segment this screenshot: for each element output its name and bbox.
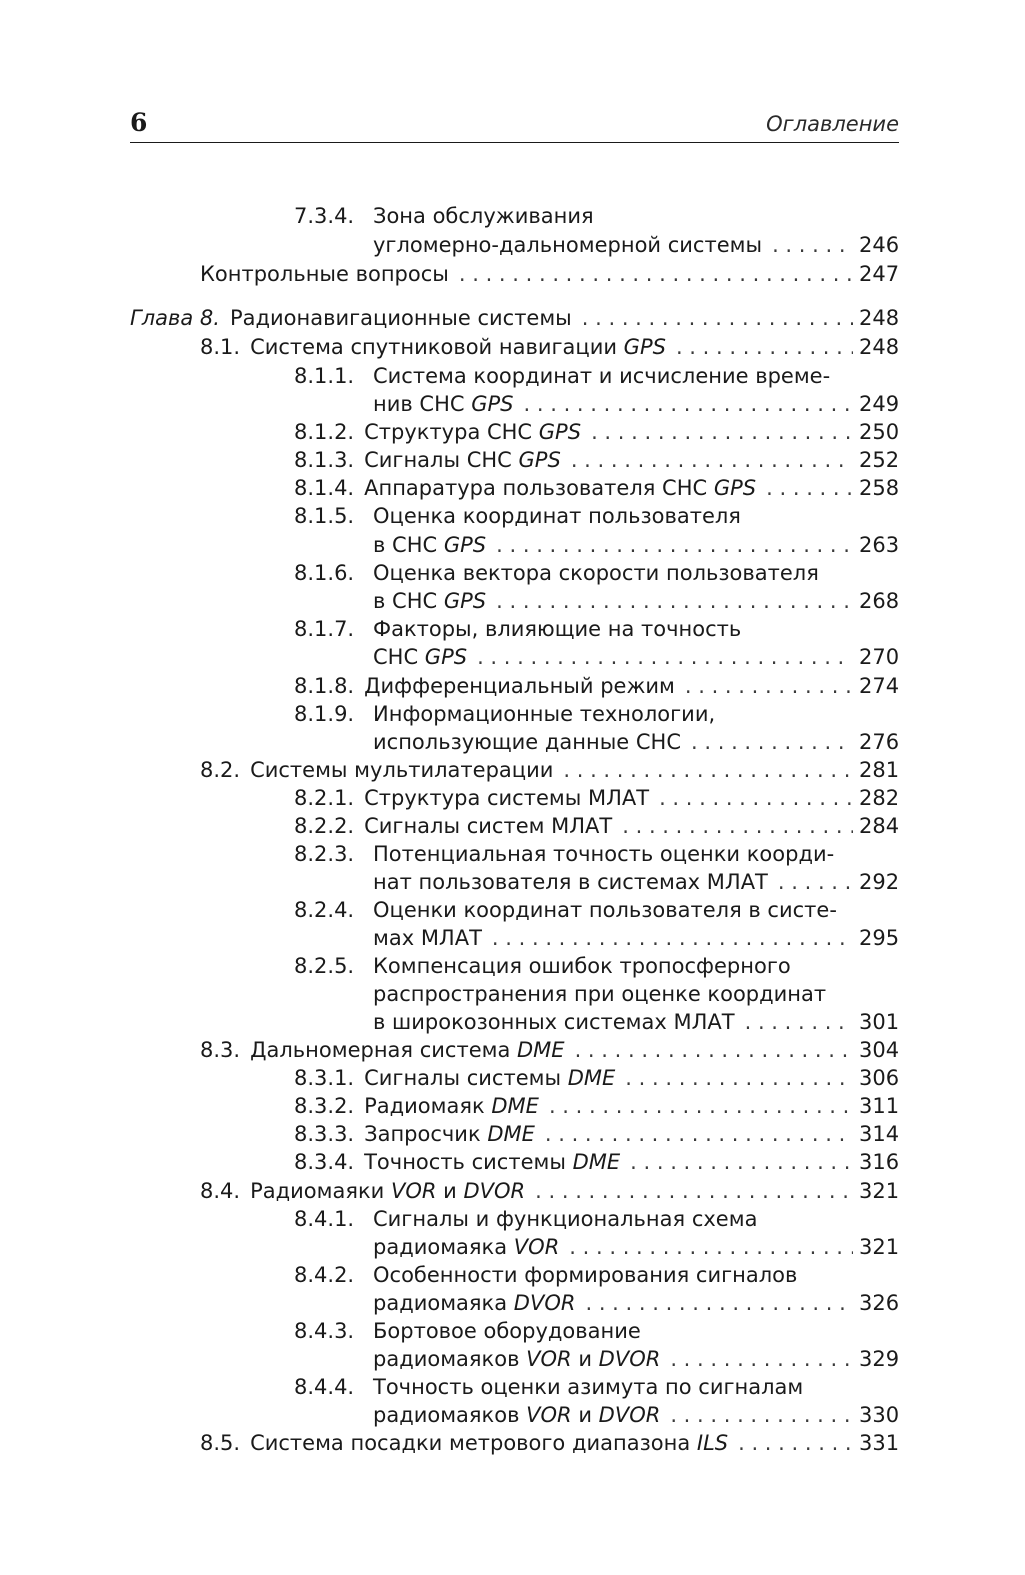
toc-entry-title: радиомаяков VOR и DVOR: [373, 1403, 661, 1427]
toc-entry-continued: [294, 502, 899, 530]
toc-entry-continued: [373, 980, 899, 1008]
toc-entry-page: 276: [859, 730, 900, 754]
toc-entry-number: 8.1.1.: [294, 364, 355, 388]
toc-entry-page: 314: [859, 1122, 900, 1146]
toc-entry: [294, 812, 899, 840]
toc-entry-title: Компенсация ошибок тропосферного: [373, 954, 791, 978]
toc-entry-number: 8.4.: [200, 1179, 241, 1203]
toc-entry: [294, 1148, 899, 1176]
toc-entry-title: Структура СНС GPS: [364, 420, 582, 444]
toc-entry-title: Аппаратура пользователя СНС GPS: [364, 476, 757, 500]
dot-leader: [625, 1064, 853, 1092]
toc-entry-page: 274: [859, 674, 900, 698]
toc-entry-number: 8.3.1.: [294, 1066, 355, 1090]
toc-entry: [294, 418, 899, 446]
toc-entry-number: 8.4.4.: [294, 1375, 355, 1399]
toc-entry-page: 258: [859, 476, 900, 500]
toc-entry-title: Радионавигационные системы: [229, 306, 572, 330]
toc-entry-page: 248: [859, 306, 900, 330]
dot-leader: [569, 1233, 853, 1261]
toc-entry: [200, 1429, 899, 1457]
toc-entry-continued: [294, 559, 899, 587]
dot-leader: [571, 446, 853, 474]
toc-entry-number: 8.1.6.: [294, 561, 355, 585]
toc-entry-number: 8.4.2.: [294, 1263, 355, 1287]
toc-entry-number: 8.3.: [200, 1038, 241, 1062]
toc-entry-continued: [294, 202, 899, 230]
toc-entry-continued: [294, 1261, 899, 1289]
toc-entry-number: 8.1.8.: [294, 674, 355, 698]
dot-leader: [496, 531, 853, 559]
toc-entry: [294, 1092, 899, 1120]
toc-entry-page: 263: [859, 533, 900, 557]
toc-entry-title: угломерно-дальномерной системы: [373, 233, 763, 257]
dot-leader: [691, 728, 853, 756]
toc-entry-page: 301: [859, 1010, 900, 1034]
toc-entry-continued: [294, 700, 899, 728]
toc-entry-title: Оценка вектора скорости пользователя: [373, 561, 819, 585]
toc-entry-page: 246: [859, 233, 900, 257]
toc-entry-title: СНС GPS: [373, 645, 468, 669]
dot-leader: [582, 304, 853, 332]
toc-entry-title: в широкозонных системах МЛАТ: [373, 1010, 735, 1034]
toc-entry-page: 249: [859, 392, 900, 416]
toc-entry-number: 7.3.4.: [294, 204, 355, 228]
toc-entry-number: 8.3.3.: [294, 1122, 355, 1146]
toc-entry: [200, 1177, 899, 1205]
toc-entry-number: 8.3.2.: [294, 1094, 355, 1118]
toc-entry-title: в СНС GPS: [373, 589, 487, 613]
dot-leader: [535, 1177, 853, 1205]
toc-entry: [294, 1120, 899, 1148]
toc-entry-continued: [294, 952, 899, 980]
toc-entry-title: нат пользователя в системах МЛАТ: [373, 870, 768, 894]
toc-entry-number: 8.2.3.: [294, 842, 355, 866]
toc-entry-page: 306: [859, 1066, 900, 1090]
toc-entry: [373, 231, 899, 259]
toc-entry-title: радиомаяка VOR: [373, 1235, 560, 1259]
toc-entry: [373, 728, 899, 756]
dot-leader: [778, 868, 853, 896]
toc-entry: [130, 304, 899, 332]
toc-entry-title: Бортовое оборудование: [373, 1319, 641, 1343]
toc-entry-continued: [294, 1317, 899, 1345]
dot-leader: [459, 260, 853, 288]
toc-entry-continued: [294, 1373, 899, 1401]
toc-entry-continued: [294, 896, 899, 924]
toc-entry-title: Запросчик DME: [364, 1122, 535, 1146]
toc-entry-number: 8.1.5.: [294, 504, 355, 528]
toc-entry-title: Факторы, влияющие на точность: [373, 617, 742, 641]
toc-entry-title: Зона обслуживания: [373, 204, 594, 228]
toc-entry-title: радиомаяка DVOR: [373, 1291, 576, 1315]
toc-entry-page: 330: [859, 1403, 900, 1427]
toc-entry-page: 252: [859, 448, 900, 472]
toc-entry-title: Дифференциальный режим: [364, 674, 675, 698]
dot-leader: [591, 418, 853, 446]
toc-entry-page: 295: [859, 926, 900, 950]
dot-leader: [670, 1345, 853, 1373]
toc-entry: [294, 446, 899, 474]
toc-entry-number: 8.4.1.: [294, 1207, 355, 1231]
toc-entry: [373, 868, 899, 896]
toc-entry-number: 8.1.3.: [294, 448, 355, 472]
toc-entry-page: 292: [859, 870, 900, 894]
toc-entry-title: Система координат и исчисление време-: [373, 364, 831, 388]
toc-entry: [373, 1401, 899, 1429]
toc-entry-page: 326: [859, 1291, 900, 1315]
toc-entry-title: Дальномерная система DME: [250, 1038, 565, 1062]
toc-entry-continued: [294, 1205, 899, 1233]
dot-leader: [585, 1289, 853, 1317]
toc-entry-title: Точность системы DME: [364, 1150, 621, 1174]
toc-entry-title: Особенности формирования сигналов: [373, 1263, 798, 1287]
toc-entry: [200, 333, 899, 361]
page-number: 6: [130, 108, 148, 137]
toc-entry: [294, 784, 899, 812]
toc-entry-continued: [294, 840, 899, 868]
toc-entry-page: 329: [859, 1347, 900, 1371]
dot-leader: [563, 756, 853, 784]
toc-entry: [373, 1289, 899, 1317]
dot-leader: [630, 1148, 853, 1176]
toc-entry: [294, 672, 899, 700]
toc-entry-page: 270: [859, 645, 900, 669]
toc-entry-title: радиомаяков VOR и DVOR: [373, 1347, 661, 1371]
dot-leader: [670, 1401, 853, 1429]
toc-entry-title: Точность оценки азимута по сигналам: [373, 1375, 804, 1399]
toc-entry: [294, 1064, 899, 1092]
toc-entry-title: Сигналы и функциональная схема: [373, 1207, 758, 1231]
toc-entry: [373, 587, 899, 615]
toc-entry-number: 8.2.1.: [294, 786, 355, 810]
toc-entry-page: 304: [859, 1038, 900, 1062]
toc-entry: [373, 643, 899, 671]
toc-entry-page: 331: [859, 1431, 900, 1455]
toc-entry-page: 321: [859, 1179, 900, 1203]
toc-entry-number: 8.2.2.: [294, 814, 355, 838]
dot-leader: [766, 474, 853, 502]
toc-entry-page: 311: [859, 1094, 900, 1118]
toc-entry-page: 321: [859, 1235, 900, 1259]
toc-entry: [373, 531, 899, 559]
toc-entry-page: 281: [859, 758, 900, 782]
toc-entry-page: 250: [859, 420, 900, 444]
toc-entry-title: в СНС GPS: [373, 533, 487, 557]
toc-entry: [373, 924, 899, 952]
toc-entry-number: Глава 8.: [130, 306, 220, 330]
toc-entry: [373, 1345, 899, 1373]
dot-leader: [575, 1036, 853, 1064]
dot-leader: [738, 1429, 853, 1457]
toc-entry-title: Потенциальная точность оценки коорди-: [373, 842, 835, 866]
toc-entry-continued: [294, 615, 899, 643]
toc-entry-number: 8.2.4.: [294, 898, 355, 922]
toc-entry: [200, 260, 899, 288]
dot-leader: [745, 1008, 853, 1036]
dot-leader: [659, 784, 853, 812]
toc-entry-page: 282: [859, 786, 900, 810]
toc-entry-title: Радиомаяки VOR и DVOR: [250, 1179, 526, 1203]
toc-entry-title: Оценка координат пользователя: [373, 504, 741, 528]
toc-entry-title: Сигналы систем МЛАТ: [364, 814, 613, 838]
toc-entry-title: Радиомаяк DME: [364, 1094, 539, 1118]
toc-entry: [373, 1008, 899, 1036]
dot-leader: [524, 390, 853, 418]
toc-entry-page: 316: [859, 1150, 900, 1174]
dot-leader: [545, 1120, 853, 1148]
toc-entry-title: Система посадки метрового диапазона ILS: [250, 1431, 729, 1455]
toc-entry-number: 8.1.4.: [294, 476, 355, 500]
toc-entry: [373, 390, 899, 418]
toc-entry-title: нив СНС GPS: [373, 392, 514, 416]
toc-entry-title: Сигналы СНС GPS: [364, 448, 561, 472]
dot-leader: [477, 643, 853, 671]
toc-entry-number: 8.4.3.: [294, 1319, 355, 1343]
toc-entry-title: Контрольные вопросы: [200, 262, 449, 286]
toc-entry-title: Оценки координат пользователя в систе-: [373, 898, 837, 922]
dot-leader: [496, 587, 853, 615]
toc-entry-number: 8.3.4.: [294, 1150, 355, 1174]
dot-leader: [772, 231, 853, 259]
toc-entry-title: Система спутниковой навигации GPS: [250, 335, 666, 359]
toc-entry-number: 8.1.7.: [294, 617, 355, 641]
toc-entry-title: мах МЛАТ: [373, 926, 482, 950]
toc-entry-number: 8.5.: [200, 1431, 241, 1455]
toc-entry: [373, 1233, 899, 1261]
toc-entry-continued: [294, 362, 899, 390]
running-head: Оглавление: [766, 112, 899, 136]
toc-entry-title: распространения при оценке координат: [373, 982, 827, 1006]
toc-entry-page: 284: [859, 814, 900, 838]
toc-entry-number: 8.1.2.: [294, 420, 355, 444]
toc-entry-number: 8.1.: [200, 335, 241, 359]
toc-entry: [200, 756, 899, 784]
toc-entry: [200, 1036, 899, 1064]
toc-entry-number: 8.2.5.: [294, 954, 355, 978]
dot-leader: [676, 333, 853, 361]
toc-entry-title: использующие данные СНС: [373, 730, 682, 754]
toc-entry-page: 247: [859, 262, 900, 286]
dot-leader: [492, 924, 853, 952]
toc-entry: [294, 474, 899, 502]
toc-entry-title: Системы мультилатерации: [250, 758, 554, 782]
toc-entry-title: Структура системы МЛАТ: [364, 786, 650, 810]
toc-entry-title: Информационные технологии,: [373, 702, 716, 726]
toc-entry-page: 268: [859, 589, 900, 613]
dot-leader: [622, 812, 853, 840]
dot-leader: [549, 1092, 853, 1120]
toc-entry-title: Сигналы системы DME: [364, 1066, 616, 1090]
dot-leader: [685, 672, 853, 700]
toc-entry-number: 8.1.9.: [294, 702, 355, 726]
toc-entry-page: 248: [859, 335, 900, 359]
toc-entry-number: 8.2.: [200, 758, 241, 782]
